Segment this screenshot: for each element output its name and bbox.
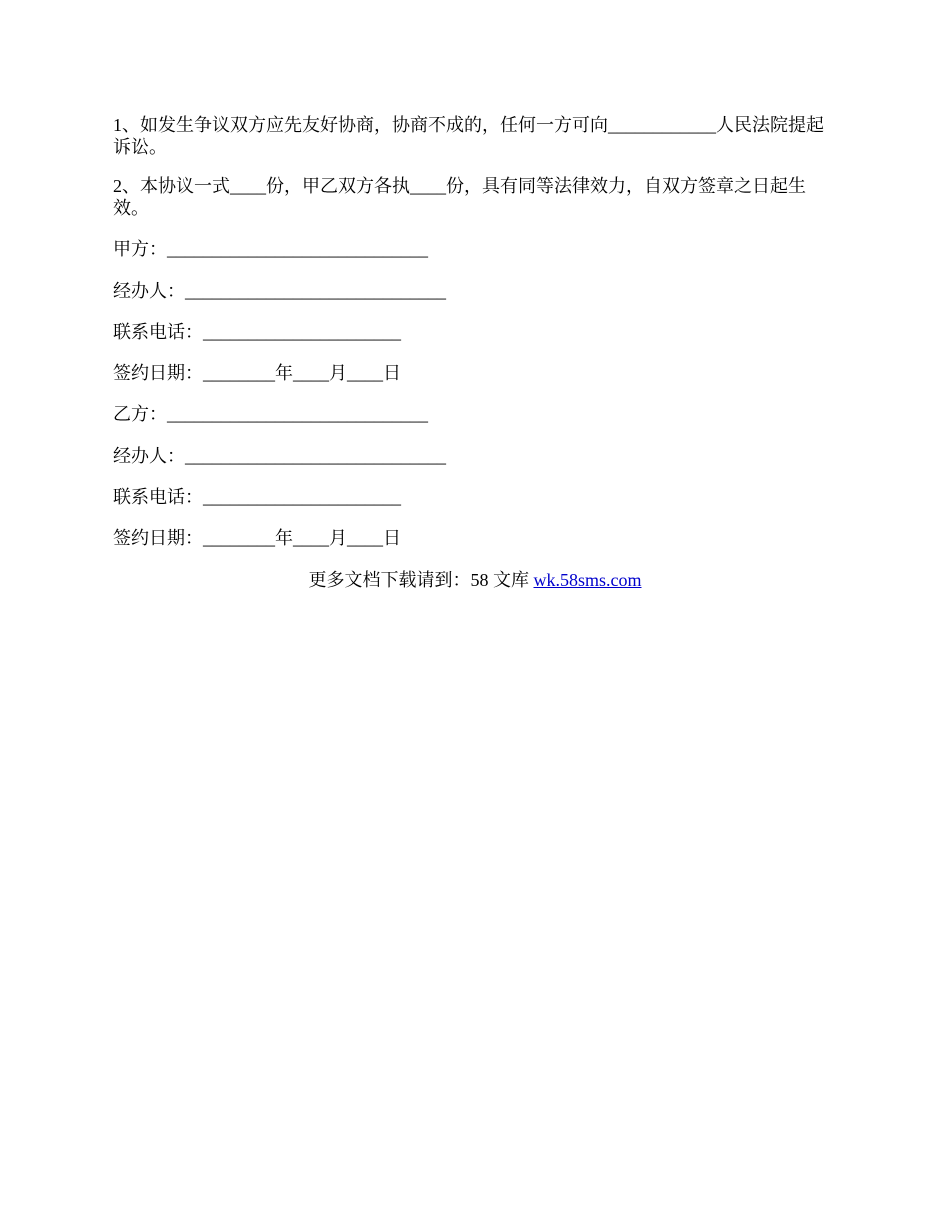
party-a-name-field: 甲方：_____________________________: [113, 239, 428, 259]
party-b-name-field: 乙方：_____________________________: [113, 404, 428, 424]
footer-link[interactable]: wk.58sms.com: [533, 570, 642, 590]
party-a-date-field: 签约日期：________年____月____日: [113, 363, 401, 383]
clause-copies: 2、本协议一式____份，甲乙双方各执____份，具有同等法律效力，自双方签章之日起生效。: [113, 176, 806, 218]
footer: [0, 569, 950, 591]
footer-text: 更多文档下载请到：58 文库: [308, 570, 534, 590]
party-b-date-field: 签约日期：________年____月____日: [113, 528, 401, 548]
party-b-phone-field: 联系电话：______________________: [113, 487, 401, 507]
clause-dispute: 1、如发生争议双方应先友好协商，协商不成的，任何一方可向____________人民法院提起诉讼。: [113, 115, 824, 157]
party-a-agent-field: 经办人：_____________________________: [113, 281, 446, 301]
party-b-agent-field: 经办人：_____________________________: [113, 446, 446, 466]
party-a-phone-field: 联系电话：______________________: [113, 322, 401, 342]
